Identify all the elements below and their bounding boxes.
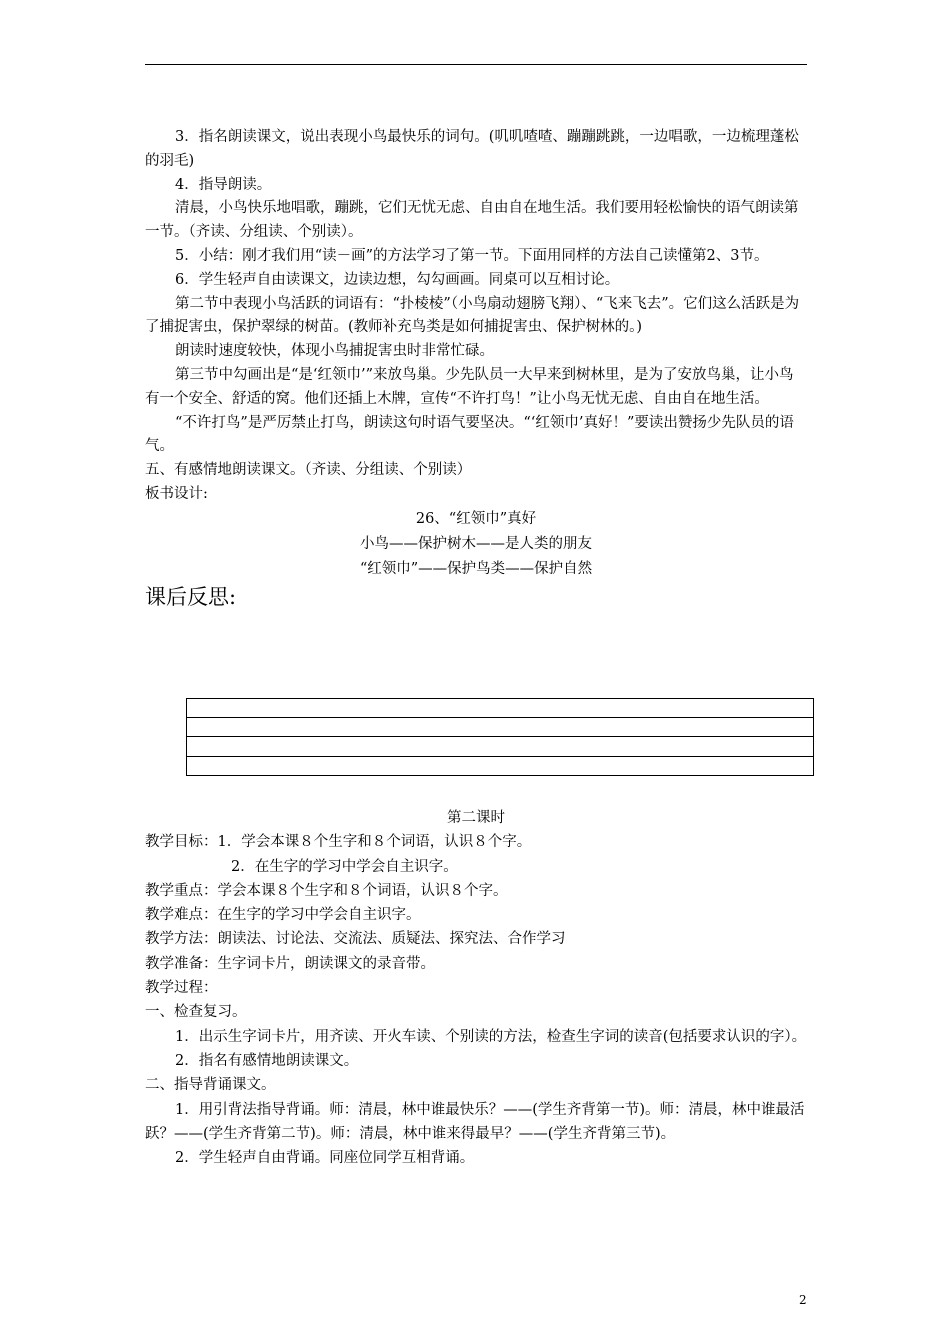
header-rule	[145, 64, 807, 65]
paragraph: 3．指名朗读课文，说出表现小鸟最快乐的词句。(叽叽喳喳、蹦蹦跳跳，一边唱歌，一边梳理蓬松的羽毛)	[145, 129, 799, 169]
reflection-line	[187, 736, 813, 737]
teaching-key-point: 教学重点：学会本课８个生字和８个词语，认识８个字。	[145, 882, 508, 899]
blackboard-design	[145, 507, 807, 582]
paragraph: 1．用引背法指导背诵。师：清晨，林中谁最快乐？——(学生齐背第一节)。师：清晨，林中谁最活跃？——(学生齐背第二节)。师：清晨，林中谁来得最早？——(学生齐背第三节)。	[145, 1101, 805, 1142]
paragraph: “不许打鸟”是严厉禁止打鸟，朗读这句时语气要坚决。“‘红领巾’真好！”要读出赞扬少先队员的语气。	[145, 414, 794, 455]
page-number: 2	[799, 1293, 807, 1307]
teaching-process: 教学过程：	[145, 980, 218, 997]
teaching-goal: 2．在生字的学习中学会自主识字。	[231, 858, 458, 875]
reflection-title: 课后反思:	[145, 584, 237, 609]
paragraph: 1．出示生字词卡片，用齐读、开火车读、个别读的方法，检查生字词的读音(包括要求认识的字）。	[175, 1028, 807, 1045]
board-title: 26、“红领巾”真好	[415, 510, 537, 527]
paragraph: 4．指导朗读。	[175, 176, 272, 193]
board-line: 小鸟——保护树木——是人类的朋友	[360, 535, 592, 552]
teaching-goal: 教学目标：1．学会本课８个生字和８个词语，认识８个字。	[145, 834, 532, 851]
reflection-line	[187, 717, 813, 718]
step-heading: 二、指导背诵课文。	[145, 1077, 276, 1094]
lesson-heading: 第二课时	[447, 810, 505, 826]
paragraph: 5．小结：刚才我们用“读－画”的方法学习了第一节。下面用同样的方法自己读懂第2、3节。	[175, 247, 769, 264]
paragraph: 第二节中表现小鸟活跃的词语有：“扑棱棱”（小鸟扇动翅膀飞翔）、“飞来飞去”。它们这么活跃是为了捕捉害虫，保护翠绿的树苗。(教师补充鸟类是如何捕捉害虫、保护树林的。)	[145, 295, 800, 336]
section-first-lesson	[145, 126, 807, 610]
step-heading: 五、有感情地朗读课文。（齐读、分组读、个别读）	[145, 462, 472, 479]
board-line: “红领巾”——保护鸟类——保护自然	[359, 560, 593, 577]
teaching-difficulty: 教学难点：在生字的学习中学会自主识字。	[145, 907, 421, 924]
paragraph: 第三节中勾画出是“是‘红领巾’”来放鸟巢。少先队员一大早来到树林里，是为了安放鸟巢，让小鸟有一个安全、舒适的窝。他们还插上木牌，宣传“不许打鸟！”让小鸟无忧无虑、自由自在地生活。	[145, 366, 794, 407]
reflection-line	[187, 756, 813, 757]
paragraph: 朗读时速度较快，体现小鸟捕捉害虫时非常忙碌。	[175, 343, 494, 360]
teaching-preparation: 教学准备：生字词卡片，朗读课文的录音带。	[145, 955, 435, 972]
board-design-label: 板书设计:	[145, 485, 208, 502]
section-second-lesson	[145, 806, 807, 1170]
paragraph: 清晨，小鸟快乐地唱歌，蹦跳，它们无忧无虑、自由自在地生活。我们要用轻松愉快的语气朗读第一节。（齐读、分组读、个别读）。	[145, 200, 799, 241]
paragraph: 2．指名有感情地朗读课文。	[175, 1052, 359, 1069]
paragraph: 6．学生轻声自由读课文，边读边想，勾勾画画。同桌可以互相讨论。	[175, 271, 620, 288]
step-heading: 一、检查复习。	[145, 1004, 247, 1021]
paragraph: 2．学生轻声自由背诵。同座位同学互相背诵。	[175, 1150, 475, 1167]
reflection-lines-box	[186, 698, 814, 776]
teaching-methods: 教学方法：朗读法、讨论法、交流法、质疑法、探究法、合作学习	[145, 931, 566, 948]
